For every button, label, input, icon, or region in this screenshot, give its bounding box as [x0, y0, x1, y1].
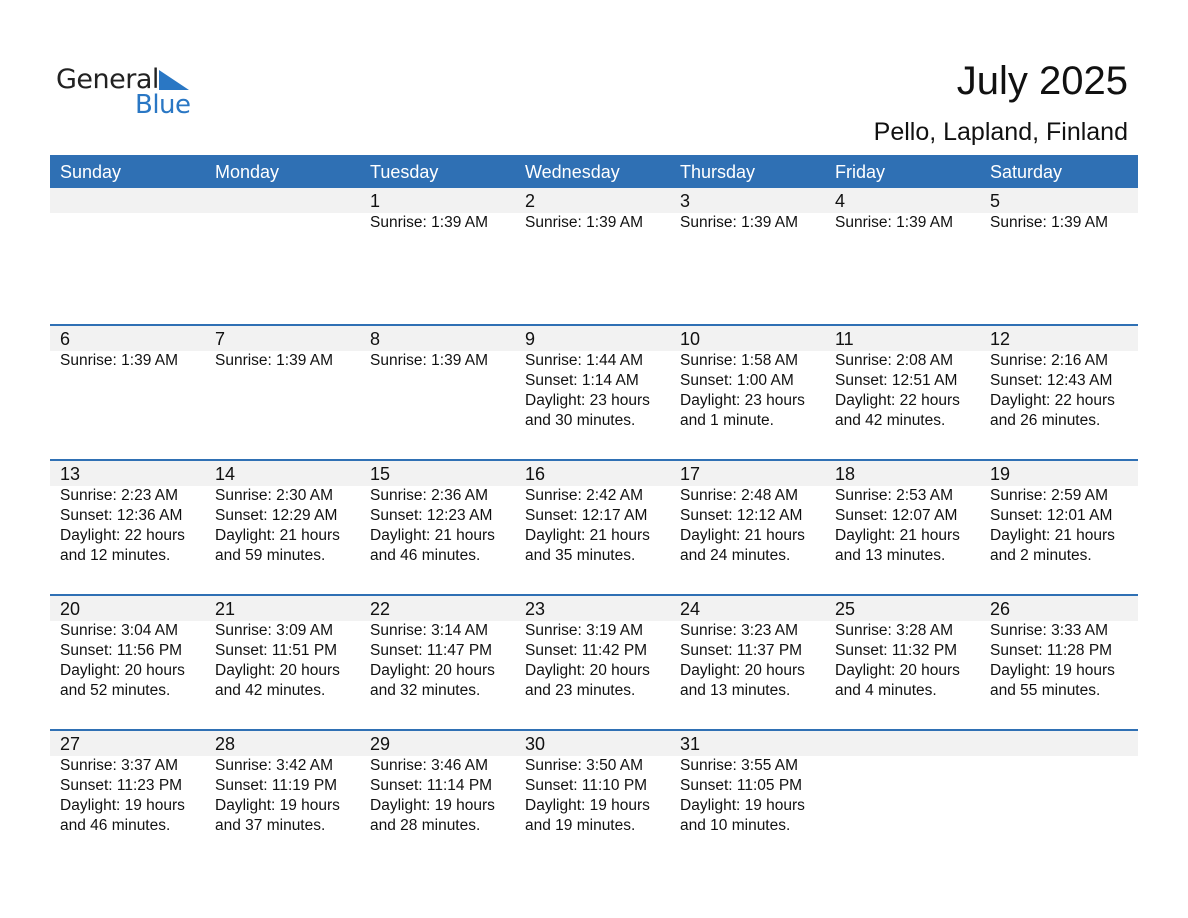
- day-cell: [670, 188, 825, 324]
- day-number: 12: [990, 329, 1011, 349]
- weekday-header: Thursday: [680, 162, 756, 182]
- day-number: 2: [525, 191, 536, 211]
- sun-info-line: Sunset: 11:19 PM: [215, 777, 338, 794]
- weeks-container: [50, 188, 1138, 864]
- day-number: 22: [370, 599, 391, 619]
- day-number: [215, 188, 360, 213]
- day-number: 3: [680, 191, 691, 211]
- sun-info-line: and 32 minutes.: [370, 682, 481, 699]
- day-number: 25: [835, 599, 856, 619]
- sun-info-line: Sunrise: 3:09 AM: [215, 622, 334, 639]
- day-number: 19: [990, 464, 1011, 484]
- sun-info-line: Daylight: 19 hours: [60, 797, 185, 814]
- sun-info-line: Sunrise: 2:48 AM: [680, 487, 799, 504]
- day-cell: [670, 326, 825, 459]
- sun-info-line: and 13 minutes.: [680, 682, 791, 699]
- day-cell: [50, 596, 205, 729]
- sun-info-line: Sunset: 11:10 PM: [525, 777, 648, 794]
- weekday-header-row: [50, 155, 1138, 188]
- sun-info-line: Sunrise: 2:53 AM: [835, 487, 954, 504]
- day-number: 30: [525, 734, 546, 754]
- day-number: 29: [370, 734, 391, 754]
- sun-info-line: Sunset: 1:14 AM: [525, 372, 639, 389]
- sun-info-line: Sunrise: 1:39 AM: [370, 214, 489, 231]
- sun-info-line: Sunrise: 3:19 AM: [525, 622, 644, 639]
- sun-info-line: and 42 minutes.: [215, 682, 326, 699]
- day-cell: [515, 461, 670, 594]
- weekday-header: Wednesday: [525, 162, 620, 182]
- day-cell: [980, 461, 1135, 594]
- sun-info-line: Daylight: 20 hours: [60, 662, 185, 679]
- day-cell: [50, 731, 205, 864]
- sun-info-line: Sunrise: 1:39 AM: [60, 352, 179, 369]
- day-number: 17: [680, 464, 701, 484]
- sun-info-line: Daylight: 22 hours: [990, 392, 1115, 409]
- sun-info-line: Sunrise: 1:39 AM: [370, 352, 489, 369]
- sun-info-line: and 10 minutes.: [680, 817, 791, 834]
- day-cell: [515, 326, 670, 459]
- sun-info-line: Daylight: 21 hours: [835, 527, 960, 544]
- sun-info-line: Daylight: 23 hours: [525, 392, 650, 409]
- sun-info-line: and 46 minutes.: [370, 547, 481, 564]
- day-cell: [515, 188, 670, 324]
- sun-info-line: Sunset: 12:51 AM: [835, 372, 958, 389]
- sun-info-line: Daylight: 19 hours: [215, 797, 340, 814]
- sun-info-line: and 1 minute.: [680, 412, 774, 429]
- day-cell: [205, 596, 360, 729]
- page-title: July 2025: [956, 59, 1128, 103]
- day-number: 15: [370, 464, 391, 484]
- day-cell: [50, 188, 205, 324]
- sun-info-line: Sunset: 11:47 PM: [370, 642, 493, 659]
- sun-info-line: Sunset: 12:07 AM: [835, 507, 958, 524]
- sun-info-line: Sunrise: 3:46 AM: [370, 757, 489, 774]
- day-cell: [670, 461, 825, 594]
- sun-info-line: Daylight: 22 hours: [60, 527, 185, 544]
- sun-info-line: and 4 minutes.: [835, 682, 937, 699]
- sun-info-line: Sunset: 12:01 AM: [990, 507, 1113, 524]
- day-number: 13: [60, 464, 81, 484]
- day-number: 7: [215, 329, 226, 349]
- sun-info-line: Daylight: 19 hours: [990, 662, 1115, 679]
- weekday-header: Friday: [835, 162, 886, 182]
- sun-info-line: Daylight: 20 hours: [370, 662, 495, 679]
- sun-info-line: Sunrise: 3:33 AM: [990, 622, 1109, 639]
- day-cell: [50, 326, 205, 459]
- sun-info-line: and 23 minutes.: [525, 682, 636, 699]
- sun-info-line: Sunrise: 3:55 AM: [680, 757, 799, 774]
- sun-info-line: Sunrise: 1:58 AM: [680, 352, 799, 369]
- day-number: 24: [680, 599, 701, 619]
- sun-info-line: and 30 minutes.: [525, 412, 636, 429]
- day-number: 5: [990, 191, 1001, 211]
- day-number: 1: [370, 191, 381, 211]
- sun-info-line: Sunset: 12:36 AM: [60, 507, 183, 524]
- day-cell: [825, 461, 980, 594]
- sun-info-line: and 19 minutes.: [525, 817, 636, 834]
- day-cell: [980, 188, 1135, 324]
- sun-info-line: Sunrise: 3:28 AM: [835, 622, 954, 639]
- sun-info-line: Daylight: 21 hours: [370, 527, 495, 544]
- sun-info-line: Sunset: 11:42 PM: [525, 642, 648, 659]
- sun-info-line: Sunrise: 3:14 AM: [370, 622, 489, 639]
- day-cell: [825, 326, 980, 459]
- sun-info-line: Daylight: 19 hours: [525, 797, 650, 814]
- sun-info-line: and 55 minutes.: [990, 682, 1101, 699]
- sun-info-line: Sunrise: 2:23 AM: [60, 487, 179, 504]
- weekday-header: Sunday: [60, 162, 122, 182]
- day-number: 8: [370, 329, 381, 349]
- day-number: 27: [60, 734, 81, 754]
- logo-word-blue: Blue: [135, 90, 191, 120]
- sun-info-line: Sunset: 11:51 PM: [215, 642, 338, 659]
- sun-info-line: Sunrise: 1:39 AM: [680, 214, 799, 231]
- day-cell: [515, 596, 670, 729]
- day-number: 26: [990, 599, 1011, 619]
- sun-info-line: Daylight: 21 hours: [990, 527, 1115, 544]
- calendar-grid: [50, 155, 1138, 864]
- sun-info-line: Sunset: 1:00 AM: [680, 372, 794, 389]
- day-number: 6: [60, 329, 71, 349]
- logo-word-general: General: [56, 64, 159, 95]
- sun-info-line: Daylight: 23 hours: [680, 392, 805, 409]
- sun-info-line: and 28 minutes.: [370, 817, 481, 834]
- day-number: [990, 731, 1135, 756]
- sun-info-line: Daylight: 21 hours: [215, 527, 340, 544]
- sun-info-line: and 26 minutes.: [990, 412, 1101, 429]
- day-number: 18: [835, 464, 856, 484]
- sun-info-line: Daylight: 20 hours: [215, 662, 340, 679]
- sun-info-line: Sunset: 12:12 AM: [680, 507, 803, 524]
- sun-info-line: Sunset: 12:23 AM: [370, 507, 493, 524]
- sun-info-line: and 42 minutes.: [835, 412, 946, 429]
- sun-info-line: Sunrise: 1:39 AM: [990, 214, 1109, 231]
- sun-info-line: Sunrise: 1:39 AM: [525, 214, 644, 231]
- sun-info-line: Sunset: 12:17 AM: [525, 507, 648, 524]
- sun-info-line: and 12 minutes.: [60, 547, 171, 564]
- day-number: 11: [835, 329, 854, 349]
- day-number: 16: [525, 464, 546, 484]
- day-cell: [205, 731, 360, 864]
- day-cell: [825, 188, 980, 324]
- sun-info-line: Daylight: 19 hours: [370, 797, 495, 814]
- day-number: 31: [680, 734, 701, 754]
- weekday-header: Saturday: [990, 162, 1063, 182]
- day-cell: [205, 326, 360, 459]
- day-cell: [50, 461, 205, 594]
- weekday-header: Tuesday: [370, 162, 439, 182]
- sun-info-line: and 13 minutes.: [835, 547, 946, 564]
- sun-info-line: Daylight: 19 hours: [680, 797, 805, 814]
- logo-triangle-icon: [159, 70, 189, 90]
- sun-info-line: and 59 minutes.: [215, 547, 326, 564]
- sun-info-line: Sunset: 11:05 PM: [680, 777, 803, 794]
- sun-info-line: and 52 minutes.: [60, 682, 171, 699]
- brand-logo: [56, 64, 206, 120]
- sun-info-line: Sunrise: 3:23 AM: [680, 622, 799, 639]
- day-cell: [205, 188, 360, 324]
- sun-info-line: Sunrise: 3:42 AM: [215, 757, 334, 774]
- day-cell: [980, 731, 1135, 864]
- sun-info-line: Sunset: 11:28 PM: [990, 642, 1113, 659]
- day-number: 10: [680, 329, 701, 349]
- day-cell: [205, 461, 360, 594]
- sun-info-line: Sunrise: 2:16 AM: [990, 352, 1109, 369]
- sun-info-line: Daylight: 20 hours: [525, 662, 650, 679]
- sun-info-line: Sunrise: 3:04 AM: [60, 622, 179, 639]
- week-row: [50, 459, 1138, 594]
- sun-info-line: Sunrise: 1:44 AM: [525, 352, 644, 369]
- sun-info-line: Sunrise: 2:08 AM: [835, 352, 954, 369]
- sun-info-line: Sunset: 11:56 PM: [60, 642, 183, 659]
- day-cell: [825, 596, 980, 729]
- sun-info-line: and 37 minutes.: [215, 817, 326, 834]
- day-cell: [980, 596, 1135, 729]
- day-cell: [360, 596, 515, 729]
- week-row: [50, 729, 1138, 864]
- weekday-header: Monday: [215, 162, 280, 182]
- sun-info-line: Sunset: 11:32 PM: [835, 642, 958, 659]
- day-number: 20: [60, 599, 81, 619]
- day-number: 4: [835, 191, 846, 211]
- sun-info-line: Daylight: 22 hours: [835, 392, 960, 409]
- sun-info-line: Sunrise: 2:42 AM: [525, 487, 644, 504]
- sun-info-line: Sunset: 11:37 PM: [680, 642, 803, 659]
- day-cell: [825, 731, 980, 864]
- day-cell: [360, 326, 515, 459]
- sun-info-line: Sunrise: 2:30 AM: [215, 487, 334, 504]
- day-cell: [670, 731, 825, 864]
- week-row: [50, 188, 1138, 324]
- sun-info-line: Sunset: 12:43 AM: [990, 372, 1113, 389]
- day-number: 23: [525, 599, 546, 619]
- day-number: [60, 188, 205, 213]
- day-cell: [360, 461, 515, 594]
- day-number: [835, 731, 980, 756]
- sun-info-line: Sunset: 11:14 PM: [370, 777, 493, 794]
- sun-info-line: Daylight: 20 hours: [680, 662, 805, 679]
- sun-info-line: Daylight: 21 hours: [680, 527, 805, 544]
- day-number: 9: [525, 329, 536, 349]
- sun-info-line: and 24 minutes.: [680, 547, 791, 564]
- day-cell: [515, 731, 670, 864]
- sun-info-line: and 46 minutes.: [60, 817, 171, 834]
- day-cell: [360, 188, 515, 324]
- sun-info-line: and 2 minutes.: [990, 547, 1092, 564]
- week-row: [50, 324, 1138, 459]
- day-number: 21: [215, 599, 236, 619]
- day-cell: [360, 731, 515, 864]
- day-cell: [670, 596, 825, 729]
- sun-info-line: Sunrise: 3:50 AM: [525, 757, 644, 774]
- week-row: [50, 594, 1138, 729]
- sun-info-line: and 35 minutes.: [525, 547, 636, 564]
- sun-info-line: Sunrise: 2:36 AM: [370, 487, 489, 504]
- day-number: 14: [215, 464, 236, 484]
- sun-info-line: Sunrise: 1:39 AM: [835, 214, 954, 231]
- sun-info-line: Sunrise: 3:37 AM: [60, 757, 179, 774]
- sun-info-line: Sunset: 11:23 PM: [60, 777, 183, 794]
- sun-info-line: Sunrise: 1:39 AM: [215, 352, 334, 369]
- sun-info-line: Sunrise: 2:59 AM: [990, 487, 1109, 504]
- day-number: 28: [215, 734, 236, 754]
- sun-info-line: Daylight: 21 hours: [525, 527, 650, 544]
- day-cell: [980, 326, 1135, 459]
- sun-info-line: Sunset: 12:29 AM: [215, 507, 338, 524]
- sun-info-line: Daylight: 20 hours: [835, 662, 960, 679]
- location-subtitle: Pello, Lapland, Finland: [873, 118, 1128, 146]
